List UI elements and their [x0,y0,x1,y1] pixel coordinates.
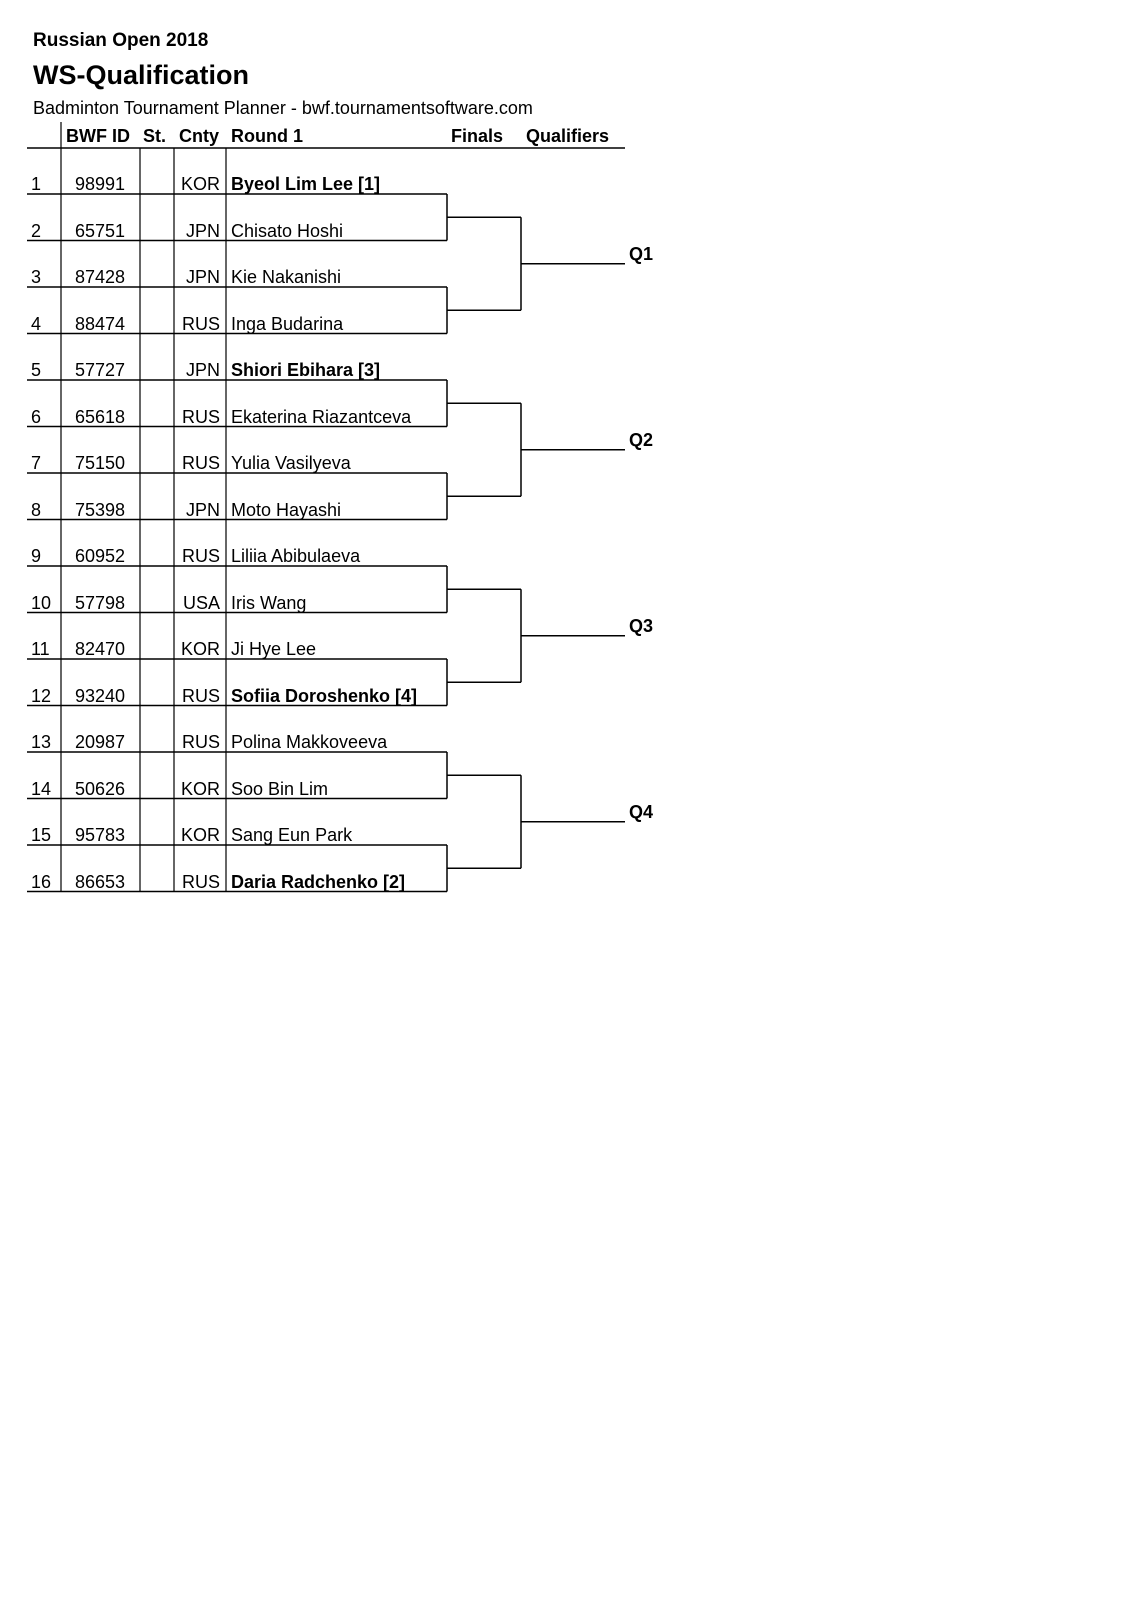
country-code: RUS [181,732,220,752]
country-code: KOR [180,639,220,659]
draw-position: 4 [31,313,42,334]
player-name: Sofiia Doroshenko [4] [231,685,418,706]
qualifier-label: Q3 [629,615,654,636]
draw-position: 9 [31,546,42,566]
player-name: Soo Bin Lim [231,778,329,799]
draw-position: 7 [31,453,42,473]
bwf-id: 82470 [75,639,126,659]
draw-position: 6 [31,406,42,427]
draw-position: 11 [31,639,50,659]
draw-position: 8 [31,499,42,520]
column-header-country: Cnty [179,126,219,146]
draw-position: 1 [31,174,42,194]
player-name: Yulia Vasilyeva [231,453,351,473]
column-header-bwf-id: BWF ID [66,126,130,146]
country-code: RUS [181,406,220,427]
player-name: Polina Makkoveeva [231,732,388,752]
player-name: Inga Budarina [231,313,344,334]
country-code: RUS [181,313,220,334]
bwf-id: 65751 [75,220,126,241]
draw-position: 3 [31,267,42,287]
player-name: Kie Nakanishi [231,267,342,287]
draw-position: 13 [31,732,52,752]
column-header-status: St. [143,126,167,146]
player-name: Moto Hayashi [231,499,342,520]
player-name: Chisato Hoshi [231,220,344,241]
draw-title: WS-Qualification [33,60,249,90]
player-name: Sang Eun Park [231,825,353,845]
country-code: JPN [185,360,220,380]
country-code: JPN [185,499,220,520]
player-name: Iris Wang [231,592,307,613]
bwf-id: 87428 [75,267,126,287]
bwf-id: 57727 [75,360,126,380]
column-header-qualifiers: Qualifiers [526,126,610,146]
bwf-id: 75150 [75,453,126,473]
bwf-id: 98991 [75,174,126,194]
draw-position: 2 [31,220,42,241]
player-name: Daria Radchenko [2] [231,871,406,892]
country-code: RUS [181,685,220,706]
player-name: Byeol Lim Lee [1] [231,174,381,194]
draw-position: 5 [31,360,42,380]
bwf-id: 88474 [75,313,126,334]
draw-position: 15 [31,825,52,845]
draw-position: 12 [31,685,52,706]
bwf-id: 65618 [75,406,126,427]
country-code: JPN [185,220,220,241]
bwf-id: 86653 [75,871,126,892]
bwf-id: 50626 [75,778,126,799]
player-name: Shiori Ebihara [3] [231,360,381,380]
country-code: USA [182,592,220,613]
country-code: JPN [185,267,220,287]
player-name: Liliia Abibulaeva [231,546,361,566]
qualifier-label: Q4 [629,801,654,822]
country-code: RUS [181,871,220,892]
column-header-round1: Round 1 [231,126,303,146]
bwf-id: 95783 [75,825,126,845]
player-name: Ji Hye Lee [231,639,317,659]
country-code: RUS [181,546,220,566]
country-code: KOR [180,778,220,799]
column-header-finals: Finals [451,126,504,146]
qualifier-label: Q1 [629,243,654,264]
country-code: RUS [181,453,220,473]
country-code: KOR [180,825,220,845]
event-title: Russian Open 2018 [33,30,209,51]
bwf-id: 20987 [75,732,126,752]
draw-position: 16 [31,871,52,892]
country-code: KOR [180,174,220,194]
bwf-id: 75398 [75,499,126,520]
bwf-id: 93240 [75,685,126,706]
bwf-id: 60952 [75,546,126,566]
player-name: Ekaterina Riazantceva [231,406,412,427]
draw-position: 10 [31,592,52,613]
qualifier-label: Q2 [629,429,654,450]
bwf-id: 57798 [75,592,126,613]
draw-position: 14 [31,778,52,799]
source-line: Badminton Tournament Planner - bwf.tournamentsoftware.com [33,98,533,118]
